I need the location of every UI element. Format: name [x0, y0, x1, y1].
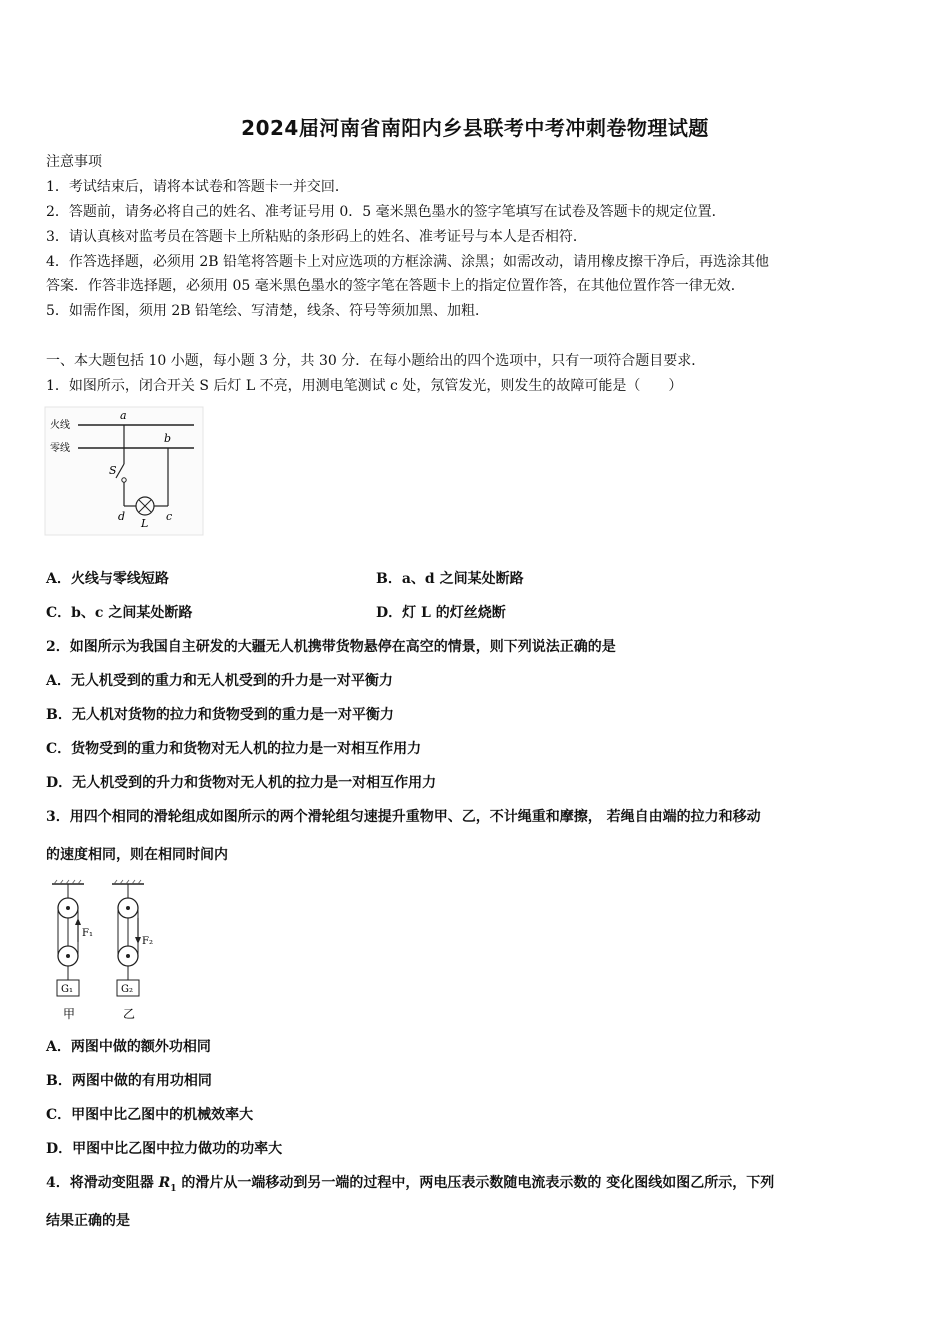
question-1-option-d[interactable]: D．灯 L 的灯丝烧断 [376, 605, 506, 621]
question-4-stem [46, 1174, 774, 1198]
pulley-figure [40, 878, 170, 1024]
question-2-option-c[interactable]: C．货物受到的重力和货物对无人机的拉力是一对相互作用力 [46, 741, 422, 757]
weight-g2-label: G₂ [121, 984, 133, 995]
force-f1-label: F₁ [82, 928, 93, 939]
live-wire-label: 火线 [50, 420, 70, 431]
page-title: 2024届河南省南阳内乡县联考中考冲刺卷物理试题 [241, 116, 709, 140]
question-4-stem-cont: 结果正确的是 [46, 1213, 130, 1229]
movable-pulley-hub-right [126, 954, 130, 958]
figure-label-right: 乙 [123, 1007, 136, 1021]
neutral-wire-label: 零线 [50, 443, 70, 454]
question-1-stem: 1．如图所示，闭合开关 S 后灯 L 不亮，用测电笔测试 c 处，氖管发光，则发生的故障可能是（ ） [46, 378, 683, 394]
point-b-label: b [164, 432, 172, 445]
fixed-pulley-hub-right [126, 906, 130, 910]
force-arrow-f2-head [135, 937, 141, 944]
question-3-stem-cont: 的速度相同，则在相同时间内 [46, 847, 228, 863]
notice-item: 5．如需作图，须用 2B 铅笔绘、写清楚，线条、符号等须加黑、加粗． [46, 303, 490, 319]
notice-item: 1．考试结束后，请将本试卷和答题卡一并交回． [46, 179, 349, 195]
question-3-option-c[interactable]: C．甲图中比乙图中的机械效率大 [46, 1107, 254, 1123]
question-3-option-a[interactable]: A．两图中做的额外功相同 [46, 1039, 211, 1055]
question-1-option-c[interactable]: C．b、c 之间某处断路 [46, 605, 193, 621]
question-2-stem: 2．如图所示为我国自主研发的大疆无人机携带货物悬停在高空的情景，则下列说法正确的是 [46, 639, 616, 655]
question-4-stem-start: 4．将滑动变阻器 [46, 1175, 159, 1191]
force-arrow-f1-head [75, 918, 81, 925]
circuit-figure [44, 406, 204, 536]
movable-pulley-hub-left [66, 954, 70, 958]
notice-heading: 注意事项 [46, 154, 102, 170]
question-1-option-b[interactable]: B．a、d 之间某处断路 [376, 571, 524, 587]
question-3-option-b[interactable]: B．两图中做的有用功相同 [46, 1073, 212, 1089]
point-c-label: c [166, 510, 173, 523]
question-4-stem-end: 的滑片从一端移动到另一端的过程中，两电压表示数随电流表示数的 变化图线如图乙所示，下列 [176, 1175, 775, 1191]
point-d-label: d [118, 510, 126, 523]
switch-label: S [109, 464, 117, 477]
fixed-pulley-hub-left [66, 906, 70, 910]
question-3-option-d[interactable]: D．甲图中比乙图中拉力做功的功率大 [46, 1141, 283, 1157]
question-2-option-b[interactable]: B．无人机对货物的拉力和货物受到的重力是一对平衡力 [46, 707, 394, 723]
notice-item: 2．答题前，请务必将自己的姓名、准考证号用 0．5 毫米黑色墨水的签字笔填写在试卷及答题卡的规定位置． [46, 204, 726, 220]
question-2-option-a[interactable]: A．无人机受到的重力和无人机受到的升力是一对平衡力 [46, 673, 393, 689]
section-heading: 一、本大题包括 10 小题，每小题 3 分，共 30 分．在每小题给出的四个选项中，只有一项符合题目要求． [46, 353, 706, 369]
resistor-subscript: 1 [170, 1183, 177, 1194]
figure-label-left: 甲 [63, 1007, 76, 1021]
notice-item: 答案．作答非选择题，必须用 05 毫米黑色墨水的签字笔在答题卡上的指定位置作答，在其他位置作答一律无效． [46, 278, 745, 294]
point-a-label: a [120, 409, 127, 422]
question-1-option-a[interactable]: A．火线与零线短路 [46, 571, 169, 587]
notice-item: 3．请认真核对监考员在答题卡上所粘贴的条形码上的姓名、准考证号与本人是否相符． [46, 229, 587, 245]
lamp-label: L [141, 517, 149, 530]
force-f2-label: F₂ [142, 936, 153, 947]
notice-item: 4．作答选择题，必须用 2B 铅笔将答题卡上对应选项的方框涂满、涂黑；如需改动，请用橡皮擦干净后，再选涂其他 [46, 254, 769, 270]
resistor-symbol: R [158, 1175, 171, 1191]
question-2-option-d[interactable]: D．无人机受到的升力和货物对无人机的拉力是一对相互作用力 [46, 775, 437, 791]
question-3-stem: 3．用四个相同的滑轮组成如图所示的两个滑轮组匀速提升重物甲、乙，不计绳重和摩擦， 若绳自由端的拉力和移动 [46, 809, 761, 825]
weight-g1-label: G₁ [61, 984, 73, 995]
